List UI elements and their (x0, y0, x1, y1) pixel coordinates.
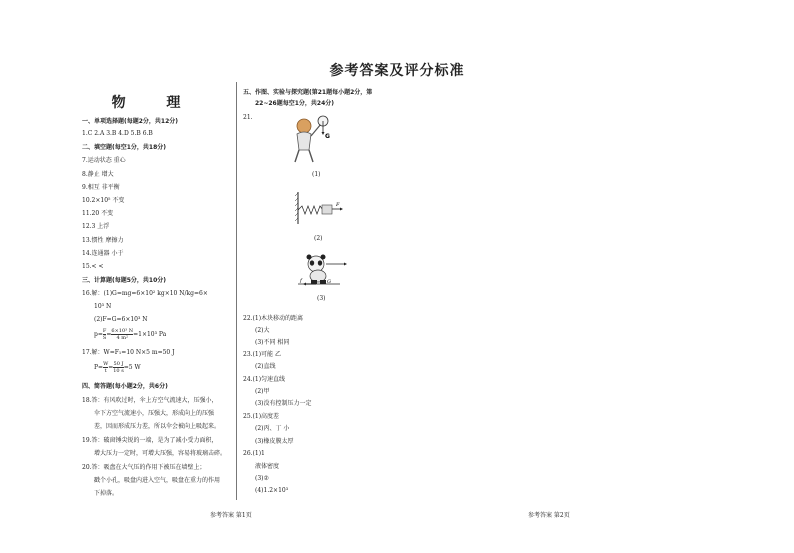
answer-line: 伞下方空气流速小，压强大，形成向上的压强 (94, 410, 215, 417)
force-label: G (325, 133, 330, 140)
answer-line: 15.< < (82, 263, 104, 270)
page-title: 参考答案及评分标准 (329, 63, 465, 79)
figure-head (297, 119, 311, 133)
figure-body (297, 132, 311, 150)
answer-line: 17.解：W=F₁=10 N×5 m=50 J (82, 349, 175, 356)
arrowhead (340, 208, 343, 211)
answer-line: 19.答：破窗锤尖锐的一端，是为了减小受力面积， (82, 437, 218, 444)
figure-caption: (2) (314, 235, 323, 242)
answer-line: 9.相互 非平衡 (82, 184, 120, 191)
panda-ear (307, 255, 312, 260)
answer-line: 10³ N (94, 303, 112, 310)
section-heading: 二、填空题(每空1分，共18分) (82, 144, 167, 151)
section-heading: 五、作图、实验与探究题(第21题每小题2分，第 (243, 89, 373, 96)
formula-pressure: p= $\frac{F}{S}$ = $\frac{\text{6×10³ N}}{\text{4 m²}}$ =1×10³ Pa (94, 328, 167, 341)
answer-line: 26.(1)1 (243, 450, 265, 457)
section-heading: 一、单项选择题(每题2分，共12分) (82, 118, 179, 125)
answer-line: 25.(1)高度差 (243, 413, 280, 420)
subject-title: 物 理 (111, 95, 199, 111)
answer-line: 戳个小孔，吸盘内进入空气，吸盘在重力的作用 (94, 477, 221, 484)
answer-line: 1.C 2.A 3.B 4.D 5.B 6.B (82, 130, 153, 137)
figure-2 (294, 190, 346, 226)
answer-line: (3)橡皮膜太厚 (255, 438, 294, 445)
panda-eye (318, 260, 322, 265)
answer-line: (3)没有控制压力一定 (255, 400, 312, 407)
hand (322, 205, 332, 214)
answer-line: (2)F=G=6×10³ N (94, 316, 148, 323)
section-heading: 三、计算题(每题5分，共10分) (82, 277, 167, 284)
gravity-label: G (327, 279, 331, 285)
figure-legs (295, 150, 313, 162)
answer-line: 增大压力一定时，可增大压强，容易将玻璃击碎。 (94, 450, 227, 457)
answer-line: 下掉落。 (94, 490, 119, 497)
figure-arm (311, 124, 321, 136)
arrowhead (344, 263, 347, 266)
answer-line: (2)甲 (255, 388, 270, 395)
answer-line: 13.惯性 摩擦力 (82, 237, 124, 244)
panda-foot (320, 280, 326, 284)
column-divider (236, 82, 237, 500)
answer-line: 7.运动状态 重心 (82, 157, 126, 164)
answer-line: 10.2×10⁵ 不变 (82, 197, 125, 204)
answer-line: 11.20 不变 (82, 210, 114, 217)
footer-page-2: 参考答案 第2页 (528, 512, 570, 519)
friction-label: f (300, 278, 302, 284)
answer-line: 12.3 上浮 (82, 223, 110, 230)
answer-line: (4)1.2×10³ (255, 487, 289, 494)
formula-power: P= $\frac{W}{t}$ = $\frac{50 J}{10 s}$ =5 W (94, 361, 141, 374)
answer-line: 24.(1)匀速直线 (243, 376, 286, 383)
answer-line: 21. (243, 114, 253, 121)
answer-line: 23.(1)可能 乙 (243, 351, 281, 358)
spring (298, 206, 323, 214)
panda-eye (310, 260, 314, 265)
answer-line: 16.解：(1)G=mg=6×10² kg×10 N/kg=6× (82, 290, 208, 297)
answer-line: (2)直线 (255, 363, 276, 370)
answer-line: (3)② (255, 475, 269, 482)
section-heading: 四、简答题(每小题2分，共6分) (82, 383, 168, 390)
panda-foot (311, 280, 317, 284)
figure-3 (296, 252, 356, 290)
answer-line: 8.静止 增大 (82, 171, 114, 178)
figure-caption: (3) (317, 295, 326, 302)
answer-line: 18.答：有风吹过时，伞上方空气流速大，压强小， (82, 397, 218, 404)
answer-line: 液体密度 (255, 463, 280, 470)
section-heading: 22~26题每空1分，共24分) (255, 100, 334, 107)
answer-line: (3)不同 相同 (255, 339, 290, 346)
figure-caption: (1) (312, 171, 321, 178)
answer-line: 20.答：吸盘在大气压的作用下被压在墙壁上； (82, 464, 206, 471)
answer-line: 22.(1)木块移动的距离 (243, 315, 304, 322)
footer-page-1: 参考答案 第1页 (210, 512, 252, 519)
answer-line: 14.连通器 小于 (82, 250, 124, 257)
answer-line: (2)大 (255, 327, 270, 334)
answer-line: (2)丙、丁 小 (255, 425, 290, 432)
force-label: F (336, 202, 340, 208)
figure-1 (285, 112, 333, 168)
arrowhead (303, 283, 306, 286)
answer-line: 差，因而形成压力差，所以伞会被向上吸起来。 (94, 423, 221, 430)
panda-ear (321, 255, 326, 260)
